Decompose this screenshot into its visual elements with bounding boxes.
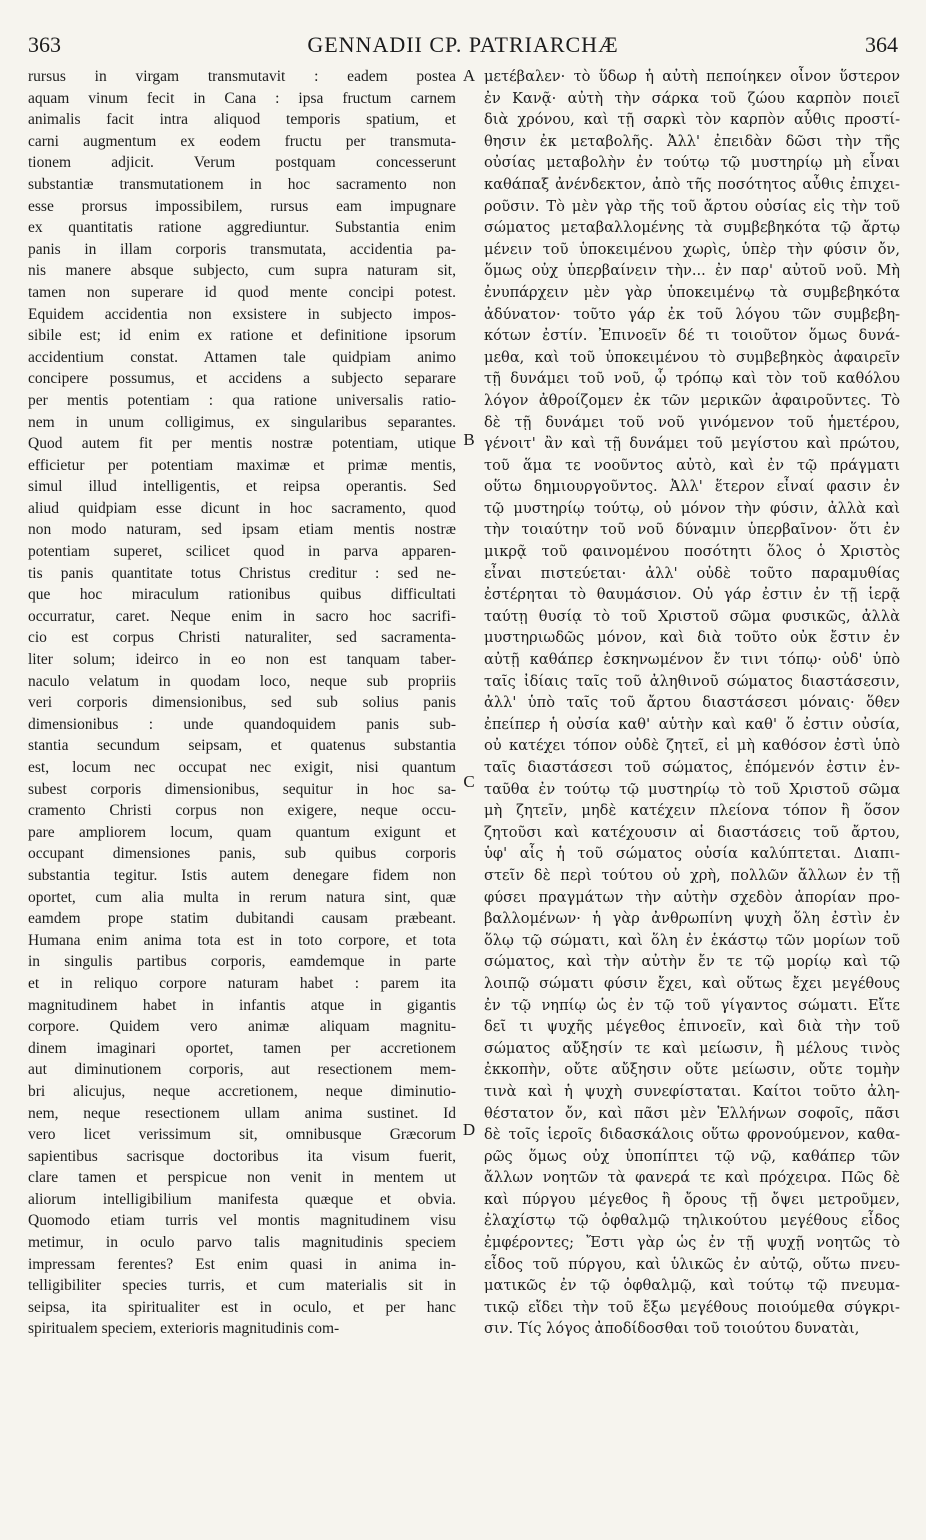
greek-text-line: μικρᾷ τοῦ φαινομένου ποσότητι ὅλος ὁ Χριστὸς bbox=[484, 543, 900, 561]
latin-text-line: tis panis quantitate totus Christus creditur : sed ne- bbox=[28, 564, 456, 582]
latin-text-line: substantia tegitur. Istis autem denegare fidem non bbox=[28, 866, 456, 884]
greek-text-line: σώματος αὔξησίν τε καὶ μείωσιν, ἢ μέλους τινὸς bbox=[484, 1039, 900, 1057]
latin-text-line: cramento Christi corpus non exigere, neque occu- bbox=[28, 802, 456, 820]
greek-text-line: ρῶς ὅμως οὐχ ὑποπίπτει τῷ νῷ, καθάπερ τῶν bbox=[484, 1147, 900, 1165]
greek-text-line: θέστατον ὄν, καὶ πᾶσι μὲν Ἑλλήνων σοφοῖς, πᾶσι bbox=[484, 1104, 900, 1122]
greek-text-line: ροῦσιν. Τὸ μὲν γὰρ τῆς τοῦ ἄρτου οὐσίας εἰς τὴν τοῦ bbox=[484, 197, 900, 215]
latin-text-line: panis in illam corporis transmutata, accidentia pa- bbox=[28, 240, 456, 258]
latin-text-line: tionem adjicit. Verum postquam concesserunt bbox=[28, 154, 456, 172]
latin-text-line: in singulis partibus corporis, eamdemque in parte bbox=[28, 953, 456, 971]
greek-text-line: τῇ δυνάμει τοῦ νοῦ, ᾧ τρόπῳ καὶ τὸν τοῦ καθόλου bbox=[484, 370, 900, 388]
greek-text-line: μυστηριωδῶς μόνον, καὶ διὰ τοῦτο οὐκ ἔστιν ἐν bbox=[484, 629, 900, 647]
greek-text-line: ταύτῃ θυσίᾳ τὸ τοῦ Χριστοῦ σῶμα φυσικῶς, ἀλλὰ bbox=[484, 607, 900, 625]
greek-text-line: δεῖ τι ψυχῆς μέγεθος ἐπινοεῖν, καὶ διὰ τὴν τοῦ bbox=[484, 1018, 900, 1036]
greek-text-line: δὲ τοῖς ἱεροῖς διδασκάλοις οὕτω φρονούμενον, καθα- bbox=[484, 1126, 900, 1144]
latin-text-line: naculo velatum in quodam loco, neque sub propriis bbox=[28, 672, 456, 690]
latin-text-line: corpore. Quidem vero animæ aliquam magnitu- bbox=[28, 1018, 456, 1036]
greek-text-line: ζητοῦσι καὶ κατέχουσιν αἱ διαστάσεις τοῦ ἄρτου, bbox=[484, 823, 900, 841]
page-number-left: 363 bbox=[28, 32, 61, 57]
latin-text-line: per mentis potentiam : qua ratione universalis ratio- bbox=[28, 391, 456, 409]
section-marker-a: A bbox=[462, 66, 476, 85]
greek-text-line: σώματος μεταβαλλομένης τὰ συμβεβηκότα τῷ ἄρτῳ bbox=[484, 219, 900, 237]
latin-text-line: subest corporis dimensionibus, sequitur in hoc sa- bbox=[28, 780, 456, 798]
greek-text-line: φύσει πραγμάτων τὴν αὐτὴν σχεδὸν ἀπορίαν προ- bbox=[484, 888, 900, 906]
greek-text-line: ἐνυπάρχειν μὲν γὰρ ὑποκειμένῳ τὰ συμβεβηκότα bbox=[484, 283, 900, 301]
latin-text-line: carni augmentum ex eodem fructu per transmuta- bbox=[28, 132, 456, 150]
greek-text-line: ταῦθα ἐν τούτῳ τῷ μυστηρίῳ τὸ τοῦ Χριστοῦ σῶμα bbox=[484, 780, 900, 798]
latin-text-line: aut diminutionem corporis, aut resectionem mem- bbox=[28, 1061, 456, 1079]
greek-text-line: σιν. Τίς λόγος ἀποδίδοσθαι τοῦ τοιούτου δυνατὰι, bbox=[484, 1320, 860, 1338]
greek-text-line: ἐλαχίστῳ τῷ ὀφθαλμῷ τηλικούτου μεγέθους εἶδος bbox=[484, 1212, 900, 1230]
greek-text-line: ὅμως οὐχ ὑπερβαίνειν τὴν... ἐν παρ' αὐτοῦ νοῦ. Μὴ bbox=[484, 262, 900, 280]
latin-text-line: sibile est; id enim ex ratione et definitione ipsorum bbox=[28, 327, 456, 345]
latin-text-line: sapientibus sacrisque doctoribus ita visum fuerit, bbox=[28, 1147, 456, 1165]
greek-text-line: τὴν τοιαύτην τοῦ νοῦ δύναμιν ὑπερβαῖνον· ὅτι ἐν bbox=[484, 521, 900, 539]
latin-text-line: efficietur per potentiam maximæ et primæ mentis, bbox=[28, 456, 456, 474]
greek-text-line: ἐστέρηται τὸ θαυμάσιον. Οὐ γάρ ἐστιν ἐν τῇ ἱερᾷ bbox=[484, 586, 900, 604]
greek-text-line: τῷ μυστηρίῳ τούτῳ, οὐ μόνον τὴν φύσιν, ἀλλὰ καὶ bbox=[484, 499, 900, 517]
greek-text-line: αὐτῇ καθάπερ ἐσκηνωμένον ἔν τινι τόπῳ· οὐδ' ὑπὸ bbox=[484, 651, 900, 669]
latin-text-line: Quomodo etiam turris vel montis magnitudinem visu bbox=[28, 1212, 456, 1230]
page-header bbox=[28, 30, 898, 60]
latin-text-line: esse prorsus impossibilem, rursus eam impugnare bbox=[28, 197, 456, 215]
greek-text-line: σώματος, καὶ τὴν αὐτὴν ἔν τε τῷ μορίῳ καὶ τῷ bbox=[484, 953, 900, 971]
greek-text-line: ὅλῳ τῷ σώματι, καὶ ὅλη ἐν ἑκάστῳ τῶν μορίων τοῦ bbox=[484, 931, 900, 949]
latin-text-line: pare ampliorem locum, quam quantum exigunt et bbox=[28, 823, 456, 841]
greek-text-line: τινὰ καὶ ἡ ψυχὴ συνεφίσταται. Καίτοι τοῦτο ἀλη- bbox=[484, 1082, 900, 1100]
latin-text-line: eamdem prope statim dubitandi causam præbeant. bbox=[28, 910, 456, 928]
latin-text-line: occupant dimensiones panis, sub quibus corporis bbox=[28, 845, 456, 863]
greek-text-line: καὶ πύργου μέγεθος ἢ ὄρους τῇ ὄψει μετροῦμεν, bbox=[484, 1190, 900, 1208]
greek-text-line: εἶδος τοῦ πύργου, καὶ ὑλικῶς ἐν αὐτῷ, οὕτω πνευ- bbox=[484, 1255, 900, 1273]
greek-text-line: δὲ τῇ δυνάμει τοῦ νοῦ γινόμενον τοῦ ἡμετέρου, bbox=[484, 413, 900, 431]
latin-text-line: nem, neque resectionem ullam anima sustinet. Id bbox=[28, 1104, 456, 1122]
latin-text-line: aliorum intelligibilium manifesta quæque et obvia. bbox=[28, 1190, 456, 1208]
greek-text-line: ματικῶς ἐν τῷ ὀφθαλμῷ, καὶ τούτῳ τῷ πνευμα- bbox=[484, 1277, 900, 1295]
latin-text-line: oportet, cum alia multa in rerum natura sint, quæ bbox=[28, 888, 456, 906]
latin-text-line: seipsa, ita spiritualiter est in oculo, et per hanc bbox=[28, 1298, 456, 1316]
greek-text-line: καθάπαξ ἀνένδεκτον, ἀπὸ τῆς ποσότητος αὖθις ἐπιχει- bbox=[484, 175, 900, 193]
latin-text-line: rursus in virgam transmutavit : eadem postea bbox=[28, 68, 456, 85]
greek-text-line: εἶναι πιστεύεται· ἀλλ' οὐδὲ τοῦτο παραμυθίας bbox=[484, 564, 900, 582]
latin-text-line: aquam vinum fecit in Cana : ipsa fructum carnem bbox=[28, 89, 456, 107]
latin-text-line: potentiam superet, scilicet quod in parva apparen- bbox=[28, 543, 456, 561]
section-marker-c: C bbox=[463, 772, 475, 791]
latin-text-line: accidentium constat. Attamen tale quidpiam animo bbox=[28, 348, 456, 366]
greek-text-line: ὑφ' αἷς ἡ τοῦ σώματος οὐσία καλύπτεται. Διαπι- bbox=[484, 845, 900, 863]
latin-text-line: est, locum nec occupat nec exigit, nisi quantum bbox=[28, 759, 456, 776]
greek-text-line: διὰ χρόνου, καὶ τῇ σαρκὶ τὸν καρπὸν αὖθις προστί- bbox=[484, 111, 900, 129]
latin-text-line: aliud quidpiam esse dicunt in hoc sacramento, quod bbox=[28, 499, 456, 517]
greek-text-line: οὐ κατέχει τόπον οὐδὲ ζητεῖ, εἰ μὴ καθόσον ἐστὶ ὑπὸ bbox=[484, 737, 900, 755]
greek-text-line: ἀδύνατον· τοῦτο γάρ ἐκ τοῦ λόγου τῶν συμβεβη- bbox=[484, 305, 900, 323]
greek-text-line: ἐπείπερ ἡ οὐσία καθ' αὑτὴν καὶ καθ' ὅ ἐστιν οὐσία, bbox=[484, 715, 900, 733]
greek-text-line: μεθα, καὶ τοῦ ὑποκειμένου τὸ συμβεβηκὸς ἀφαιρεῖν bbox=[484, 348, 900, 366]
latin-text-line: stantia secundum seipsam, et quatenus substantia bbox=[28, 737, 456, 755]
latin-text-line: animalis facit intra aliquod temporis spatium, et bbox=[28, 111, 456, 129]
latin-text-line: Humana enim anima tota est in toto corpore, et tota bbox=[28, 931, 456, 949]
greek-text-line: γένοιτ' ἂν καὶ τῇ δυνάμει τοῦ μεγίστου καὶ πρώτου, bbox=[484, 435, 900, 453]
greek-text-line: μένειν τοῦ ὑποκειμένου χωρὶς, ὑπὲρ τὴν φύσιν ὄν, bbox=[484, 240, 900, 258]
latin-text-line: bri alicujus, neque accretionem, neque diminutio- bbox=[28, 1082, 456, 1100]
running-title: GENNADII CP. PATRIARCHÆ bbox=[307, 32, 619, 57]
greek-text-line: ἀλλ' ὑπὸ ταῖς τοῦ ἄρτου διαστάσεσι μόναις· ὅθεν bbox=[484, 694, 900, 712]
latin-text-line: Equidem accidentia non exsistere in subjecto impos- bbox=[28, 305, 456, 323]
latin-text-line: vero licet verissimum sit, omnibusque Græcorum bbox=[28, 1126, 456, 1144]
section-marker-b: B bbox=[463, 430, 475, 449]
latin-text-line: dinem imaginari oportet, tamen per accretionem bbox=[28, 1039, 456, 1057]
latin-text-line: spiritualem speciem, exterioris magnitudinis com- bbox=[28, 1320, 340, 1338]
latin-text-line: concipere possumus, et accidens a subjecto separare bbox=[28, 370, 456, 388]
greek-text-line: οὕτω δημιουργοῦντος. Ἀλλ' ἕτερον εἶναί φασιν ἐν bbox=[484, 478, 900, 496]
latin-text-line: simul illud intelligentis, et reipsa operantis. Sed bbox=[28, 478, 456, 496]
page-number-right: 364 bbox=[865, 32, 898, 57]
latin-text-line: dimensionibus : unde quandoquidem panis sub- bbox=[28, 715, 456, 733]
latin-text-line: cio est corpus Christi naturaliter, sed sacramenta- bbox=[28, 629, 456, 647]
greek-text-line: ἐν τῷ νηπίῳ ὡς ἐν τῷ τοῦ γίγαντος σώματι. Εἴτε bbox=[484, 996, 900, 1014]
latin-text-line: ex quantitatis ratione aggrediuntur. Substantia enim bbox=[28, 219, 456, 237]
latin-text-line: tamen non superare id quod mente concipi potest. bbox=[28, 283, 456, 301]
greek-text-line: μὴ ζητεῖν, μηδὲ κατέχειν πλείονα τόπον ἢ ὅσον bbox=[484, 802, 900, 820]
latin-text-line: liter solum; ideirco in eo non est tanquam taber- bbox=[28, 651, 456, 669]
greek-text-line: μετέβαλεν· τὸ ὕδωρ ἡ αὐτὴ πεποίηκεν οἶνον ὕστερον bbox=[484, 68, 900, 85]
greek-text-line: στεῖν δὲ περὶ τούτου οὐ χρὴ, πολλῶν ἄλλων ἐν τῇ bbox=[484, 866, 900, 884]
greek-column bbox=[484, 66, 900, 1340]
latin-text-line: nem in unum colligimus, ex singularibus separantes. bbox=[28, 413, 456, 431]
section-marker-d: D bbox=[462, 1120, 476, 1139]
greek-text-line: ταῖς ἰδίαις ταῖς τοῦ ἀληθινοῦ σώματος διαστάσεσιν, bbox=[484, 672, 900, 690]
greek-text-line: ἄλλων νοητῶν τὰ φανερά τε καὶ πρόχειρα. Πῶς δὲ bbox=[484, 1169, 900, 1187]
latin-text-line: substantiæ transmutationem in hoc sacramento non bbox=[28, 175, 456, 193]
latin-text-line: non modo naturam, sed ipsam etiam mentis nostræ bbox=[28, 521, 456, 539]
greek-text-line: ἐν Κανᾷ· αὐτὴ τὴν σάρκα τοῦ ζώου καρπὸν ποιεῖ bbox=[484, 89, 900, 107]
latin-text-line: Quod autem fit per mentis nostræ potentiam, utique bbox=[28, 435, 456, 453]
greek-text-line: λόγον ἀθροίζομεν ἐκ τῶν μερικῶν ἀφαιροῦντες. Τὸ bbox=[484, 391, 900, 409]
greek-text-line: οὐσίας μεταβολὴν ἐν τούτῳ τῷ μυστηρίῳ μὴ εἶναι bbox=[484, 154, 900, 172]
greek-text-line: ἐμφέροντες; Ἔστι γὰρ ὡς ἐν τῇ ψυχῇ νοητῶς τὸ bbox=[484, 1234, 900, 1252]
greek-text-line: λοιπῷ σώματι φύσιν ἔχει, καὶ οὕτως ἔχει μεγέθους bbox=[484, 974, 900, 992]
latin-text-line: occurratur, caret. Neque enim in sacro hoc sacrifi- bbox=[28, 607, 456, 625]
latin-text-line: et in reliquo corpore naturam habet : parem ita bbox=[28, 974, 456, 992]
latin-text-line: clare tamen et perspicue non venit in mentem ut bbox=[28, 1169, 456, 1187]
greek-text-line: τοῦ ἅμα τε νοοῦντος αὐτὸ, καὶ ἐν τῷ πράγματι bbox=[484, 456, 900, 474]
latin-text-line: impressam ferentes? Est enim quasi in anima in- bbox=[28, 1255, 456, 1273]
greek-text-line: βαλλομένων· ἡ γὰρ ἀνθρωπίνη ψυχὴ ὅλη ἐστὶν ἐν bbox=[484, 910, 900, 928]
latin-text-line: nis manere absque subjecto, cum supra naturam sit, bbox=[28, 262, 456, 280]
latin-text-line: veri corporis dimensionibus, sed sub solius panis bbox=[28, 694, 456, 712]
latin-text-line: telligibiliter species turris, et cum materialis sit in bbox=[28, 1277, 456, 1295]
latin-column bbox=[28, 66, 456, 1340]
greek-text-line: κότων ἐστίν. Ἐπινοεῖν δέ τι τοιοῦτον ὅμως δυνά- bbox=[484, 327, 900, 345]
latin-text-line: magnitudinem habet in infantis atque in gigantis bbox=[28, 996, 456, 1014]
latin-text-line: metimur, in oculo parvo talis magnitudinis speciem bbox=[28, 1234, 456, 1252]
greek-text-line: τικῷ εἴδει τὴν τοῦ ἔξω μεγέθους ποιούμεθα σύγκρι- bbox=[484, 1298, 900, 1316]
latin-text-line: que hoc miraculum rationibus quibus difficultati bbox=[28, 586, 456, 604]
greek-text-line: ταῖς διαστάσεσι τοῦ σώματος, ἑπόμενόν ἐστιν ἐν- bbox=[484, 759, 900, 776]
greek-text-line: ἐκκοπὴν, οὔτε αὔξησιν οὔτε μείωσιν, οὔτε τομὴν bbox=[484, 1061, 900, 1079]
greek-text-line: θησιν ἐκ μεταβολῆς. Ἀλλ' ἐπειδὰν δῶσι τὴν τῆς bbox=[484, 132, 900, 150]
